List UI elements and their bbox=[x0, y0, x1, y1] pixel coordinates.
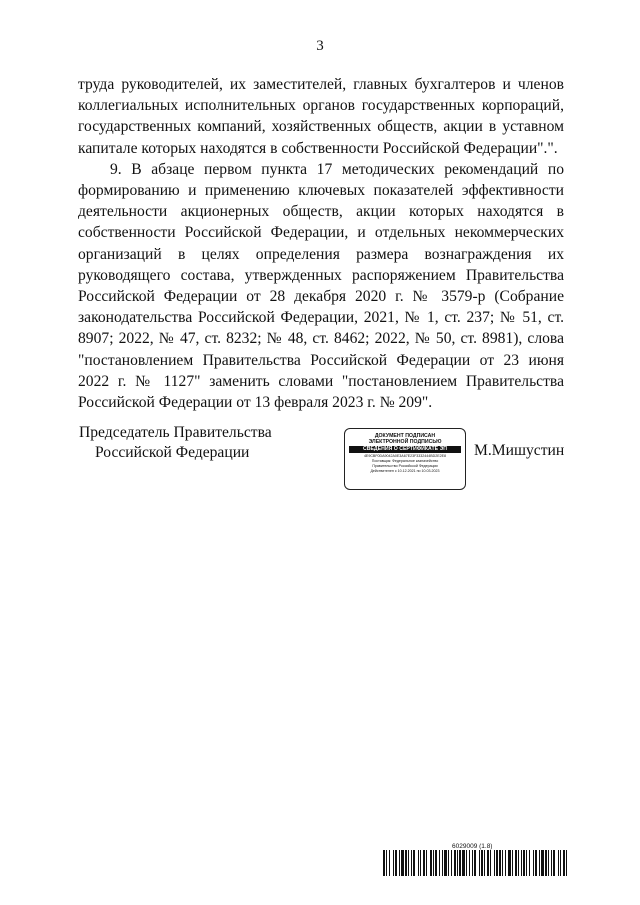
barcode-bar bbox=[523, 850, 525, 876]
stamp-certificate-header: СВЕДЕНИЯ О СЕРТИФИКАТЕ ЭП bbox=[349, 446, 461, 453]
barcode-bar bbox=[472, 850, 473, 876]
paragraph-continuation: труда руководителей, их заместителей, главных бухгалтеров и членов коллегиальных исполнительных органов государственных корпораций, государственных компаний, хозяйственных обществ, акции в уставном капитале которых находятся в собственности Российской Федерации".". bbox=[78, 76, 564, 157]
barcode-bar bbox=[490, 850, 491, 876]
barcode-bar bbox=[448, 850, 449, 876]
electronic-signature-stamp bbox=[344, 428, 466, 490]
page-number: 3 bbox=[316, 38, 324, 54]
barcode-bar bbox=[560, 850, 561, 876]
barcode-bar bbox=[439, 850, 440, 876]
barcode-bar bbox=[533, 850, 534, 876]
barcode-bar bbox=[405, 850, 407, 876]
barcode-bar bbox=[481, 850, 483, 876]
barcode-bar bbox=[454, 850, 456, 876]
barcode-bar bbox=[496, 850, 498, 876]
barcode-bar bbox=[558, 850, 559, 876]
barcode-bar bbox=[386, 850, 387, 876]
barcode-bar bbox=[474, 850, 476, 876]
barcode-bar bbox=[389, 850, 390, 876]
barcode-bar bbox=[529, 850, 530, 876]
signer-name: М.Мишустин bbox=[474, 442, 565, 459]
barcode-bar bbox=[423, 850, 425, 876]
stamp-line1: ДОКУМЕНТ ПОДПИСАН bbox=[374, 433, 436, 439]
stamp-serial: 4E9CBF0DA9042A0E3A67E23F3332444BD2E2E8 bbox=[363, 454, 447, 458]
barcode-bar bbox=[521, 850, 522, 876]
barcode-bar bbox=[442, 850, 443, 876]
paragraph-item-9: 9. В абзаце первом пункта 17 методических рекомендаций по формированию и применению ключевых показателей эффективности деятельности акционерных обществ, акции которых находятся в собственности Российской Федерации, и отдельных некоммерческих организаций в целях определения размера вознаграждения их руководящего состава, утвержденных распоряжением Правительства Российской Федерации от 28 декабря 2020 г. № 3579-р (Собрание законодательства Российской Федерации, 2021, № 1, ст. 237; № 51, ст. 8907; 2022, № 47, ст. 8232; № 48, ст. 8462; 2022, № 50, ст. 8981), слова "постановлением Правительства Российской Федерации от 23 июня 2022 г. № 1127" заменить словами "постановлением Правительства Российской Федерации от 13 февраля 2023 г. № 209". bbox=[78, 160, 564, 412]
barcode bbox=[383, 850, 567, 876]
barcode-bar bbox=[457, 850, 458, 876]
barcode-bar bbox=[413, 850, 415, 876]
signer-title-line1: Председатель Правительства bbox=[79, 424, 272, 441]
barcode-bar bbox=[487, 850, 489, 876]
barcode-bar bbox=[435, 850, 437, 876]
barcode-bar bbox=[548, 850, 549, 876]
barcode-bar bbox=[430, 850, 432, 876]
barcode-bar bbox=[433, 850, 434, 876]
barcode-bar bbox=[395, 850, 397, 876]
stamp-supplier: Поставщик: Федеральное казначейство bbox=[371, 459, 439, 463]
barcode-bar bbox=[399, 850, 400, 876]
stamp-owner: Правительство Российской Федерации bbox=[372, 464, 438, 468]
barcode-bar bbox=[505, 850, 506, 876]
barcode-bar bbox=[551, 850, 552, 876]
barcode-bar bbox=[515, 850, 517, 876]
barcode-bar bbox=[451, 850, 452, 876]
barcode-bar bbox=[411, 850, 412, 876]
barcode-bar bbox=[541, 850, 544, 876]
barcode-bar bbox=[518, 850, 519, 876]
barcode-bar bbox=[502, 850, 503, 876]
barcode-bar bbox=[420, 850, 421, 876]
barcode-bar bbox=[383, 850, 385, 876]
barcode-bar bbox=[508, 850, 511, 876]
barcode-bar bbox=[408, 850, 409, 876]
barcode-bar bbox=[462, 850, 465, 876]
barcode-bar bbox=[459, 850, 461, 876]
barcode-bar bbox=[526, 850, 527, 876]
signer-title-line2: Российской Федерации bbox=[95, 444, 250, 461]
barcode-bar bbox=[484, 850, 485, 876]
barcode-bar bbox=[566, 850, 567, 876]
barcode-bar bbox=[539, 850, 540, 876]
barcode-bar bbox=[563, 850, 565, 876]
barcode-bar bbox=[553, 850, 555, 876]
signer-title bbox=[79, 423, 319, 463]
barcode-bar bbox=[469, 850, 470, 876]
barcode-bar bbox=[479, 850, 480, 876]
barcode-bar bbox=[418, 850, 419, 876]
barcode-number: 6029009 (1.8) bbox=[452, 843, 493, 850]
barcode-bar bbox=[466, 850, 467, 876]
barcode-bar bbox=[535, 850, 537, 876]
barcode-bar bbox=[426, 850, 427, 876]
barcode-bar bbox=[545, 850, 547, 876]
barcode-bar bbox=[512, 850, 513, 876]
barcode-bar bbox=[393, 850, 394, 876]
stamp-validity: Действителен с 10.12.2021 по 10.03.2023 bbox=[370, 469, 440, 473]
barcode-bar bbox=[444, 850, 447, 876]
stamp-line2: ЭЛЕКТРОННОЙ ПОДПИСЬЮ bbox=[368, 439, 442, 445]
barcode-bar bbox=[499, 850, 501, 876]
barcode-bar bbox=[401, 850, 404, 876]
barcode-bar bbox=[494, 850, 495, 876]
document-body bbox=[78, 74, 564, 413]
